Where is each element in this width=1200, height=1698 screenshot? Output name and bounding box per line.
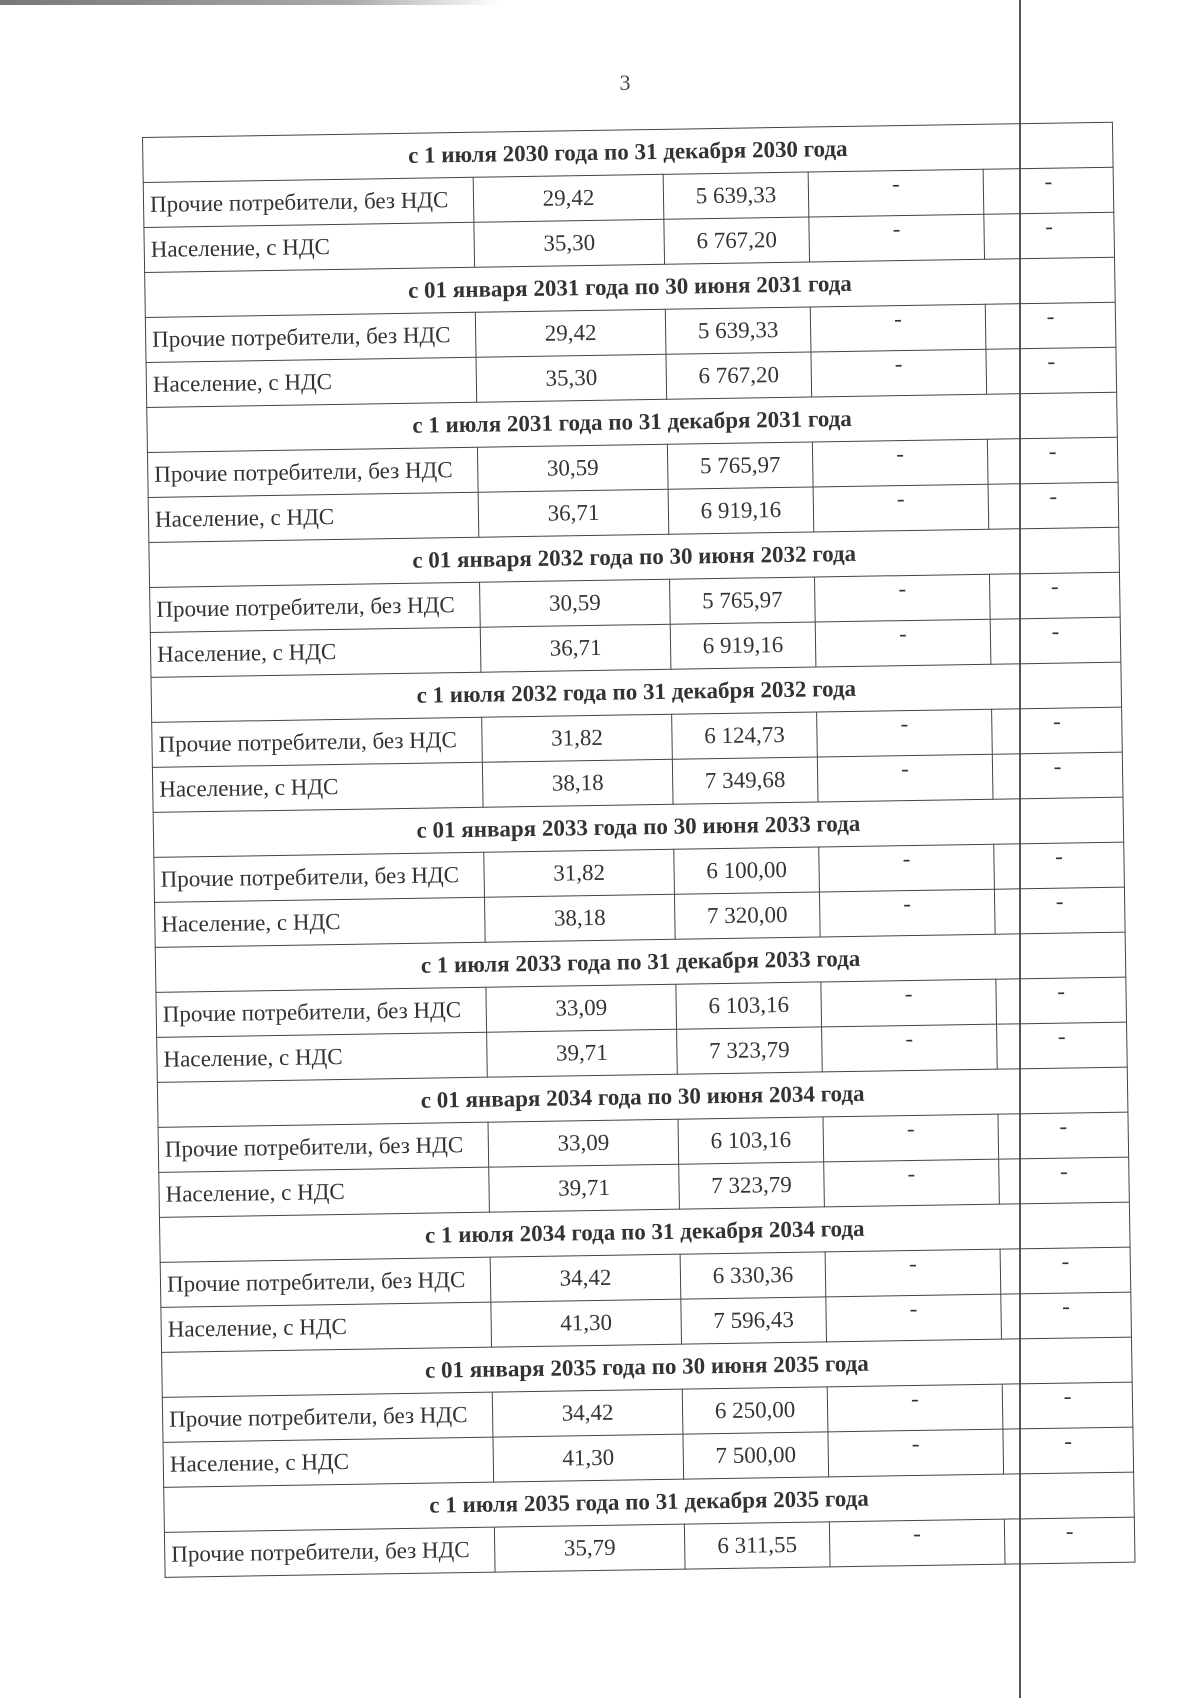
tariff-value-cell: 7 500,00: [683, 1432, 829, 1479]
tariff-value-cell: 6 250,00: [682, 1387, 828, 1434]
tariff-value-cell: 6 767,20: [666, 352, 812, 399]
empty-value-cell: -: [992, 752, 1123, 799]
empty-value-cell: -: [812, 439, 988, 487]
empty-value-cell: -: [1003, 1427, 1134, 1474]
tariff-value-cell: 6 330,36: [680, 1252, 826, 1299]
tariff-value-cell: 33,09: [488, 1119, 679, 1167]
period-title: с 1 июля 2030 года по 31 декабря 2030 года: [143, 122, 1114, 182]
empty-value-cell: -: [822, 1024, 998, 1072]
empty-value-cell: -: [810, 304, 986, 352]
empty-value-cell: -: [826, 1294, 1002, 1342]
period-title: с 1 июля 2032 года по 31 декабря 2032 года: [151, 662, 1122, 722]
empty-value-cell: -: [1004, 1517, 1135, 1564]
period-title: с 01 января 2035 года по 30 июня 2035 года: [162, 1337, 1133, 1397]
empty-value-cell: -: [983, 167, 1114, 214]
consumer-cell: Население, с НДС: [146, 357, 477, 407]
empty-value-cell: -: [992, 707, 1123, 754]
consumer-cell: Население, с НДС: [148, 492, 479, 542]
empty-value-cell: -: [824, 1159, 1000, 1207]
tariff-value-cell: 30,59: [477, 444, 668, 492]
period-title: с 1 июля 2033 года по 31 декабря 2033 года: [155, 932, 1126, 992]
consumer-cell: Прочие потребители, без НДС: [143, 177, 474, 227]
tariff-value-cell: 6 103,16: [676, 982, 822, 1029]
empty-value-cell: -: [1002, 1382, 1133, 1429]
tariff-value-cell: 6 124,73: [672, 712, 818, 759]
tariff-value-cell: 30,59: [480, 579, 671, 627]
consumer-cell: Прочие потребители, без НДС: [145, 312, 476, 362]
empty-value-cell: -: [809, 214, 985, 262]
empty-value-cell: -: [989, 572, 1120, 619]
empty-value-cell: -: [1001, 1292, 1132, 1339]
consumer-cell: Прочие потребители, без НДС: [152, 717, 483, 767]
tariff-value-cell: 7 323,79: [679, 1162, 825, 1209]
tariff-value-cell: 5 639,33: [665, 307, 811, 354]
consumer-cell: Население, с НДС: [159, 1167, 490, 1217]
empty-value-cell: -: [825, 1249, 1001, 1297]
tariff-value-cell: 33,09: [486, 984, 677, 1032]
consumer-cell: Прочие потребители, без НДС: [156, 987, 487, 1037]
consumer-cell: Население, с НДС: [155, 897, 486, 947]
tariff-value-cell: 38,18: [482, 759, 673, 807]
tariff-value-cell: 34,42: [490, 1254, 681, 1302]
tariff-value-cell: 31,82: [484, 849, 675, 897]
tariff-value-cell: 35,30: [476, 354, 667, 402]
consumer-cell: Прочие потребители, без НДС: [164, 1527, 495, 1577]
tariff-value-cell: 7 323,79: [677, 1027, 823, 1074]
empty-value-cell: -: [994, 887, 1125, 934]
empty-value-cell: -: [984, 212, 1115, 259]
consumer-cell: Прочие потребители, без НДС: [158, 1122, 489, 1172]
empty-value-cell: -: [986, 347, 1117, 394]
tariff-value-cell: 7 596,43: [681, 1297, 827, 1344]
tariff-value-cell: 34,42: [492, 1389, 683, 1437]
empty-value-cell: -: [1000, 1247, 1131, 1294]
empty-value-cell: -: [829, 1519, 1005, 1567]
consumer-cell: Прочие потребители, без НДС: [162, 1392, 493, 1442]
consumer-cell: Прочие потребители, без НДС: [147, 447, 478, 497]
tariff-value-cell: 7 349,68: [672, 757, 818, 804]
period-title: с 1 июля 2034 года по 31 декабря 2034 года: [159, 1202, 1130, 1262]
tariff-value-cell: 41,30: [493, 1434, 684, 1482]
tariff-value-cell: 5 639,33: [663, 172, 809, 219]
empty-value-cell: -: [819, 889, 995, 937]
empty-value-cell: -: [808, 169, 984, 217]
empty-value-cell: -: [985, 302, 1116, 349]
tariff-value-cell: 35,79: [494, 1524, 685, 1572]
tariff-value-cell: 36,71: [478, 489, 669, 537]
empty-value-cell: -: [815, 619, 991, 667]
tariff-value-cell: 29,42: [475, 309, 666, 357]
tariff-value-cell: 35,30: [474, 219, 665, 267]
tariff-value-cell: 5 765,97: [667, 442, 813, 489]
tariff-table-body: [143, 122, 1136, 1577]
empty-value-cell: -: [988, 482, 1119, 529]
empty-value-cell: -: [990, 617, 1121, 664]
empty-value-cell: -: [828, 1429, 1004, 1477]
consumer-cell: Прочие потребители, без НДС: [160, 1257, 491, 1307]
period-title: с 01 января 2032 года по 30 июня 2032 года: [149, 527, 1120, 587]
tariff-value-cell: 6 103,16: [678, 1117, 824, 1164]
period-title: с 1 июля 2031 года по 31 декабря 2031 года: [147, 392, 1118, 452]
tariff-value-cell: 6 100,00: [674, 847, 820, 894]
consumer-cell: Население, с НДС: [152, 762, 483, 812]
empty-value-cell: -: [813, 484, 989, 532]
empty-value-cell: -: [823, 1114, 999, 1162]
empty-value-cell: -: [997, 1022, 1128, 1069]
tariff-value-cell: 39,71: [487, 1029, 678, 1077]
tariff-document: [142, 122, 1135, 1578]
empty-value-cell: -: [811, 349, 987, 397]
tariff-value-cell: 7 320,00: [674, 892, 820, 939]
tariff-value-cell: 6 919,16: [668, 487, 814, 534]
period-title: с 01 января 2034 года по 30 июня 2034 года: [157, 1067, 1128, 1127]
tariff-value-cell: 36,71: [480, 624, 671, 672]
period-title: с 01 января 2031 года по 30 июня 2031 года: [145, 257, 1116, 317]
tariff-value-cell: 31,82: [482, 714, 673, 762]
consumer-cell: Прочие потребители, без НДС: [154, 852, 485, 902]
period-title: с 1 июля 2035 года по 31 декабря 2035 года: [164, 1472, 1135, 1532]
empty-value-cell: -: [998, 1112, 1129, 1159]
empty-value-cell: -: [814, 574, 990, 622]
consumer-cell: Прочие потребители, без НДС: [150, 582, 481, 632]
consumer-cell: Население, с НДС: [150, 627, 481, 677]
tariff-value-cell: 29,42: [473, 174, 664, 222]
consumer-cell: Население, с НДС: [157, 1032, 488, 1082]
consumer-cell: Население, с НДС: [161, 1302, 492, 1352]
consumer-cell: Население, с НДС: [144, 222, 475, 272]
period-title: с 01 января 2033 года по 30 июня 2033 года: [153, 797, 1124, 857]
tariff-value-cell: 6 767,20: [664, 217, 810, 264]
empty-value-cell: -: [996, 977, 1127, 1024]
empty-value-cell: -: [821, 979, 997, 1027]
empty-value-cell: -: [987, 437, 1118, 484]
empty-value-cell: -: [994, 842, 1125, 889]
empty-value-cell: -: [817, 754, 993, 802]
empty-value-cell: -: [999, 1157, 1130, 1204]
tariff-value-cell: 41,30: [491, 1299, 682, 1347]
consumer-cell: Население, с НДС: [163, 1437, 494, 1487]
scan-edge-mark: [0, 0, 500, 5]
tariff-value-cell: 39,71: [489, 1164, 680, 1212]
empty-value-cell: -: [819, 844, 995, 892]
tariff-value-cell: 38,18: [484, 894, 675, 942]
tariff-value-cell: 5 765,97: [670, 577, 816, 624]
page-number: 3: [619, 70, 631, 95]
tariff-value-cell: 6 311,55: [684, 1522, 830, 1569]
tariff-value-cell: 6 919,16: [670, 622, 816, 669]
tariff-table: [142, 122, 1136, 1578]
empty-value-cell: -: [827, 1384, 1003, 1432]
empty-value-cell: -: [817, 709, 993, 757]
